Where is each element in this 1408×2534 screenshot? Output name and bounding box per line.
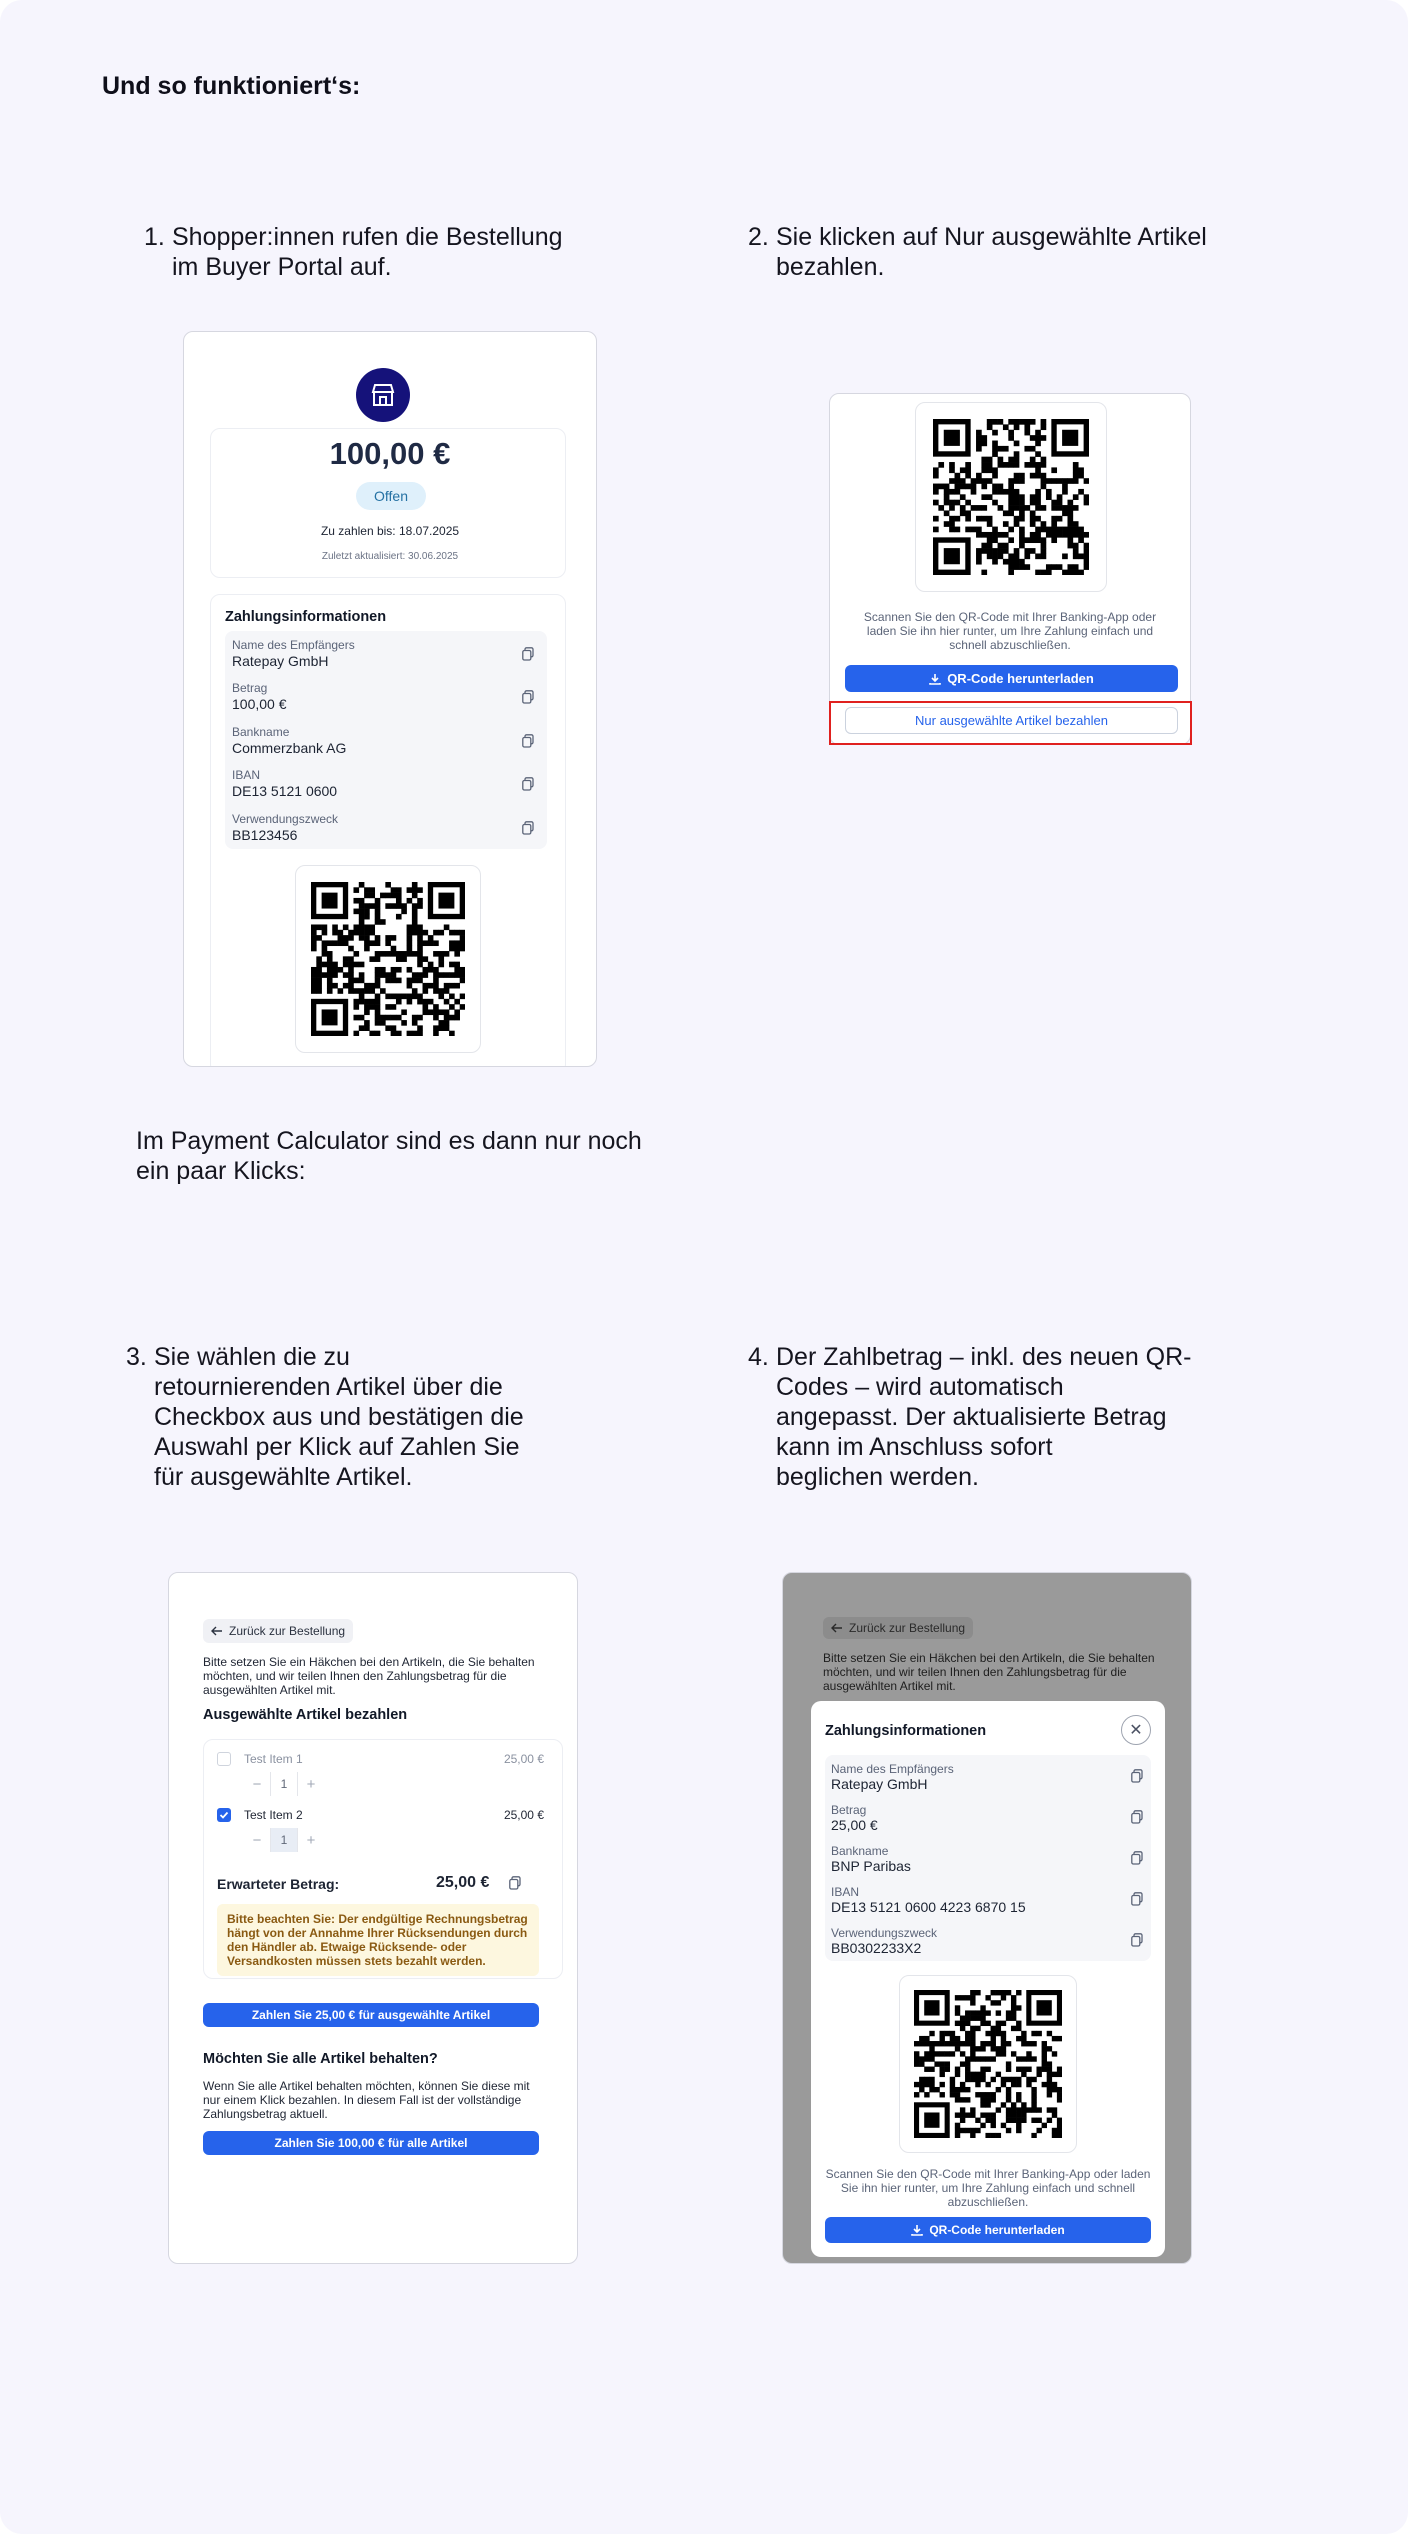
item-price: 25,00 €	[503, 1808, 544, 1822]
warning-line: hängt von der Annahme Ihrer Rücksendungen durch	[227, 1926, 528, 1940]
shop-icon	[356, 368, 410, 422]
scan-instructions	[811, 2167, 1165, 2209]
download-label: QR-Code herunterladen	[929, 2223, 1065, 2237]
field-value: BNP Paribas	[831, 1858, 911, 1874]
screenshot-qr-actions	[829, 393, 1191, 745]
minus-icon[interactable]: −	[252, 1831, 262, 1849]
step-text-line: bezahlen.	[776, 253, 885, 281]
item-name: Test Item 1	[244, 1752, 303, 1766]
instructions-line: möchten, und wir teilen Ihnen den Zahlungsbetrag für die	[203, 1669, 507, 1683]
download-qr-button[interactable]	[825, 2217, 1151, 2243]
step-number: 4.	[748, 1343, 769, 1371]
page-heading: Und so funktioniert‘s:	[102, 72, 361, 100]
field-value: Commerzbank AG	[232, 740, 347, 756]
copy-icon[interactable]	[1131, 1810, 1143, 1824]
download-icon	[911, 2224, 923, 2236]
step-text-line: angepasst. Der aktualisierte Betrag	[776, 1403, 1167, 1431]
pay-selected-button[interactable]: Zahlen Sie 25,00 € für ausgewählte Artikel	[203, 2003, 539, 2027]
intro-paragraph	[136, 1126, 736, 1186]
instructions	[823, 1651, 1183, 1693]
keep-all-text	[203, 2079, 563, 2121]
field-label: Name des Empfängers	[831, 1762, 954, 1776]
qr-code	[914, 1990, 1062, 2138]
expected-amount-value: 25,00 €	[436, 1874, 490, 1891]
instructions-line: ausgewählten Artikel mit.	[823, 1679, 956, 1693]
step-text-line: Sie klicken auf Nur ausgewählte Artikel	[776, 223, 1207, 251]
scan-line: Sie ihn hier runter, um Ihre Zahlung einfach und schnell	[840, 2181, 1136, 2195]
payment-fields	[225, 631, 547, 849]
section-title: Ausgewählte Artikel bezahlen	[203, 1707, 408, 1723]
step-number: 3.	[126, 1343, 147, 1371]
field-label: Bankname	[831, 1844, 889, 1858]
copy-icon[interactable]	[522, 734, 534, 748]
field-value: 100,00 €	[232, 696, 287, 712]
items-card	[203, 1739, 563, 1979]
qr-code-box	[915, 402, 1107, 592]
scan-line: Scannen Sie den QR-Code mit Ihrer Banking-App oder	[863, 610, 1157, 624]
item-price: 25,00 €	[503, 1752, 544, 1766]
field-label: IBAN	[232, 768, 261, 782]
back-label: Zurück zur Bestellung	[849, 1621, 966, 1635]
step-text-line: beglichen werden.	[776, 1463, 979, 1491]
qr-code-box	[899, 1975, 1077, 2153]
step-text-line: im Buyer Portal auf.	[172, 253, 392, 281]
field-label: Name des Empfängers	[232, 638, 355, 652]
keep-line: nur einem Klick bezahlen. In diesem Fall ist der vollständige	[203, 2093, 522, 2107]
field-label: Bankname	[232, 725, 290, 739]
plus-icon[interactable]: +	[306, 1775, 316, 1793]
scan-line: abzuschließen.	[947, 2195, 1029, 2209]
step-3	[126, 1342, 646, 1494]
plus-icon[interactable]: +	[306, 1831, 316, 1849]
field-value: Ratepay GmbH	[232, 653, 329, 669]
copy-icon[interactable]	[1131, 1851, 1143, 1865]
instructions-line: Bitte setzen Sie ein Häkchen bei den Artikeln, die Sie behalten	[823, 1651, 1155, 1665]
copy-icon[interactable]	[1131, 1769, 1143, 1783]
keep-line: Wenn Sie alle Artikel behalten möchten, können Sie diese mit	[203, 2079, 530, 2093]
field-label: Betrag	[232, 681, 268, 695]
field-label: Verwendungszweck	[831, 1926, 938, 1940]
step-text-line: Codes – wird automatisch	[776, 1373, 1064, 1401]
pay-all-button[interactable]: Zahlen Sie 100,00 € für alle Artikel	[203, 2131, 539, 2155]
download-qr-button[interactable]	[845, 665, 1178, 692]
step-text-line: für ausgewählte Artikel.	[154, 1463, 413, 1491]
status-badge: Offen	[356, 482, 426, 510]
warning-line: den Händler ab. Etwaige Rücksende- oder	[227, 1940, 467, 1954]
field-label: Verwendungszweck	[232, 812, 339, 826]
step-text-line: Der Zahlbetrag – inkl. des neuen QR-	[776, 1343, 1192, 1371]
arrow-left-icon	[831, 1623, 843, 1633]
step-number: 2.	[748, 223, 769, 251]
item-name: Test Item 2	[244, 1808, 303, 1822]
instructions-line: möchten, und wir teilen Ihnen den Zahlungsbetrag für die	[823, 1665, 1127, 1679]
back-to-order-button[interactable]	[203, 1619, 353, 1643]
field-value: Ratepay GmbH	[831, 1776, 928, 1792]
modal-title: Zahlungsinformationen	[825, 1723, 987, 1739]
item-checkbox-checked[interactable]	[217, 1808, 231, 1822]
payment-info-modal	[811, 1701, 1165, 2257]
highlight-box	[829, 701, 1192, 745]
field-value: BB0302233X2	[831, 1940, 922, 1956]
field-value: DE13 5121 0600	[232, 783, 338, 799]
step-1	[144, 222, 704, 282]
qr-code	[933, 419, 1089, 575]
keep-all-title: Möchten Sie alle Artikel behalten?	[203, 2051, 438, 2067]
close-icon[interactable]: ✕	[1121, 1715, 1151, 1745]
step-text-line: Sie wählen die zu	[154, 1343, 350, 1371]
screenshot-select-items	[168, 1572, 578, 2264]
quantity-value: 1	[270, 1772, 298, 1796]
intro-line: ein paar Klicks:	[136, 1157, 306, 1185]
copy-icon[interactable]	[1131, 1892, 1143, 1906]
step-number: 1.	[144, 223, 165, 251]
screenshot-buyer-portal	[183, 331, 597, 1067]
field-value: DE13 5121 0600 4223 6870 15	[831, 1899, 1026, 1915]
step-text-line: retournierenden Artikel über die	[154, 1373, 503, 1401]
minus-icon[interactable]: −	[252, 1775, 262, 1793]
item-checkbox[interactable]	[217, 1752, 231, 1766]
arrow-left-icon	[211, 1626, 223, 1636]
copy-icon[interactable]	[509, 1876, 521, 1890]
warning-notice	[217, 1904, 539, 1976]
checkmark-icon	[217, 1808, 231, 1822]
field-value: 25,00 €	[831, 1817, 878, 1833]
field-label: IBAN	[831, 1885, 860, 1899]
last-updated: Zuletzt aktualisiert: 30.06.2025	[321, 551, 459, 562]
scan-line: Scannen Sie den QR-Code mit Ihrer Banking-App oder laden	[825, 2167, 1151, 2181]
instructions	[203, 1655, 563, 1697]
order-amount: 100,00 €	[329, 436, 451, 471]
back-to-order-button[interactable]	[823, 1617, 973, 1639]
scan-line: laden Sie ihn hier runter, um Ihre Zahlung einfach und	[866, 624, 1154, 638]
instructions-line: Bitte setzen Sie ein Häkchen bei den Artikeln, die Sie behalten	[203, 1655, 535, 1669]
back-label: Zurück zur Bestellung	[229, 1624, 346, 1638]
step-4	[748, 1342, 1308, 1494]
step-text-line: Shopper:innen rufen die Bestellung	[172, 223, 563, 251]
payment-info-title: Zahlungsinformationen	[225, 609, 387, 625]
field-label: Betrag	[831, 1803, 867, 1817]
download-icon	[929, 673, 941, 685]
field-value: BB123456	[232, 827, 298, 843]
warning-line: Versandkosten müssen stets bezahlt werden.	[227, 1954, 486, 1968]
due-date: Zu zahlen bis: 18.07.2025	[320, 524, 460, 538]
step-text-line: Auswahl per Klick auf Zahlen Sie	[154, 1433, 520, 1461]
copy-icon[interactable]	[522, 647, 534, 661]
scan-line: schnell abzuschließen.	[949, 638, 1071, 652]
step-text-line: Checkbox aus und bestätigen die	[154, 1403, 524, 1431]
intro-line: Im Payment Calculator sind es dann nur noch	[136, 1127, 642, 1155]
expected-amount-label: Erwarteter Betrag:	[217, 1876, 340, 1892]
quantity-stepper[interactable]	[244, 1772, 324, 1796]
quantity-stepper[interactable]	[244, 1828, 324, 1852]
copy-icon[interactable]	[522, 821, 534, 835]
payment-fields	[825, 1755, 1151, 1961]
copy-icon[interactable]	[522, 690, 534, 704]
pay-selected-items-button[interactable]: Nur ausgewählte Artikel bezahlen	[845, 707, 1178, 734]
qr-code	[311, 882, 465, 1036]
instructions-line: ausgewählten Artikel mit.	[203, 1683, 336, 1697]
copy-icon[interactable]	[1131, 1933, 1143, 1947]
download-label: QR-Code herunterladen	[947, 671, 1094, 686]
step-text-line: kann im Anschluss sofort	[776, 1433, 1053, 1461]
screenshot-updated-payment	[782, 1572, 1192, 2264]
step-2	[748, 222, 1348, 282]
qr-code-box	[295, 865, 481, 1053]
quantity-value: 1	[270, 1828, 298, 1852]
copy-icon[interactable]	[522, 777, 534, 791]
scan-instructions	[830, 610, 1190, 652]
warning-line: Bitte beachten Sie: Der endgültige Rechnungsbetrag	[227, 1912, 528, 1926]
keep-line: Zahlungsbetrag aktuell.	[203, 2107, 328, 2121]
